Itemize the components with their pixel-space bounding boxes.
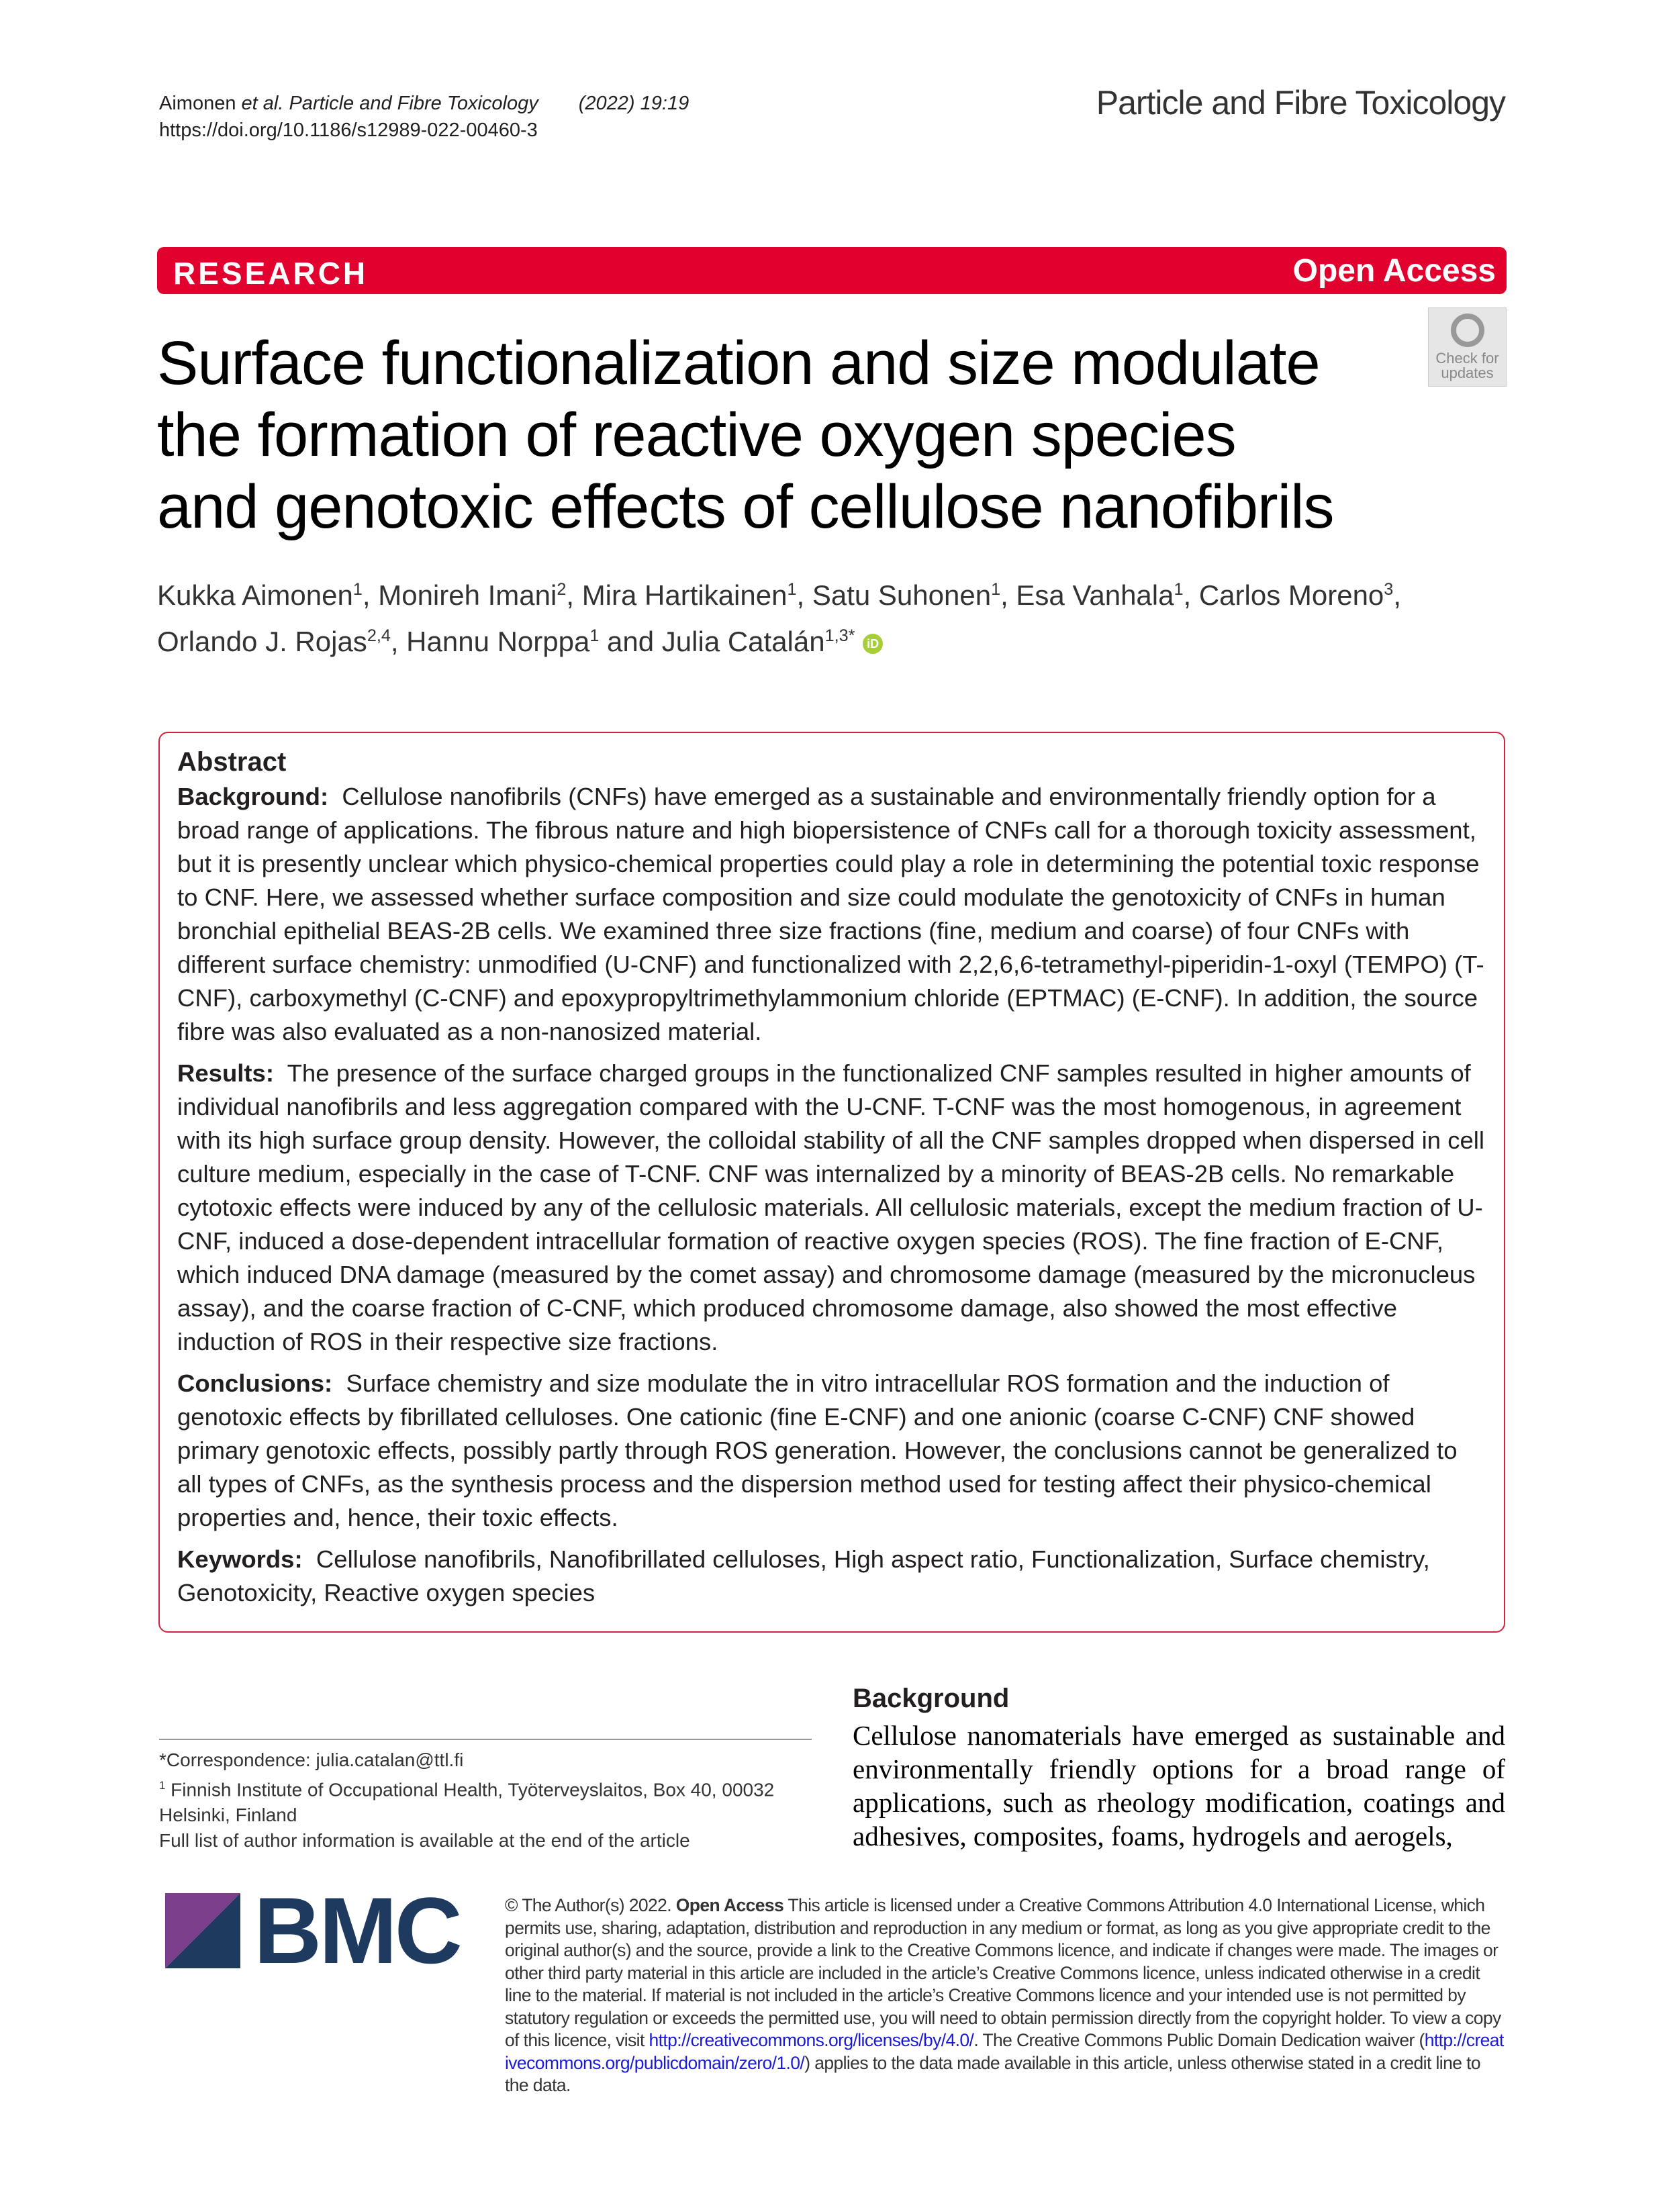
- badge-text: updates: [1441, 365, 1494, 381]
- header-author: Aimonen: [159, 93, 236, 114]
- affiliation-number: 1: [159, 1779, 166, 1792]
- cc-by-link[interactable]: http://creativecommons.org/licenses/by/4.0/: [649, 2030, 974, 2050]
- footnote-divider: [159, 1739, 812, 1740]
- abstract-background: [177, 780, 1486, 1049]
- running-header: [159, 90, 689, 144]
- section-label: Background:: [177, 783, 329, 810]
- abstract-results: [177, 1057, 1486, 1359]
- author-name[interactable]: Esa Vanhala: [1016, 579, 1174, 611]
- header-etal: et al.: [241, 93, 284, 114]
- section-text: Cellulose nanofibrils (CNFs) have emerged as a sustainable and environmentally friendly option for a broad range of applications. The fibrous nature and high biopersistence of CNFs call for a thorough toxicity assessment, but it is presently unclear which physico-chemical properties could play a role in determining the potential toxic response to CNF. Here, we assessed whether surface composition and size could modulate the genotoxicity of CNFs in human bronchial epithelial BEAS-2B cells. We examined three size fractions (fine, medium and coarse) of four CNFs with different surface chemistry: unmodified (U-CNF) and functionalized with 2,2,6,6-tetramethyl-piperidin-1-oxyl (TEMPO) (T-CNF), carboxymethyl (C-CNF) and epoxypropyltrimethylammonium chloride (EPTMAC) (E-CNF). In addition, the source fibre was also evaluated as a non-nanosized material.: [177, 783, 1484, 1045]
- badge-text: Check for: [1435, 350, 1499, 367]
- affiliation-ref: 1: [787, 580, 797, 599]
- doi-link[interactable]: https://doi.org/10.1186/s12989-022-00460-3: [159, 119, 538, 141]
- check-for-updates-badge[interactable]: [1428, 307, 1507, 387]
- copyright: © The Author(s) 2022.: [505, 1895, 672, 1915]
- section-label: Keywords:: [177, 1545, 303, 1573]
- header-journal: Particle and Fibre Toxicology: [289, 93, 538, 114]
- author-name[interactable]: Satu Suhonen: [812, 579, 992, 611]
- open-access-bold: Open Access: [675, 1895, 784, 1915]
- affiliation-ref: 1: [589, 626, 600, 645]
- bookmark-icon: [1451, 314, 1484, 347]
- author-name[interactable]: Mira Hartikainen: [581, 579, 788, 611]
- article-title: [157, 328, 1334, 543]
- license-body: This article is licensed under a Creative Commons Attribution 4.0 International License, which permits use, sharing, adaptation, distribution and reproduction in any medium or format, as long as you give appropriate credit to the original author(s) and the source, provide a link to the Creative Commons licence, and indicate if changes were made. The images or other third party material in this article are included in the article’s Creative Commons licence, unless indicated otherwise in a credit line to the material. If material is not included in the article’s Creative Commons licence and your intended use is not permitted by statutory regulation or exceeds the permitted use, you will need to obtain permission directly from the copyright holder. To view a copy of this licence, visit: [505, 1895, 1501, 2050]
- background-heading: Background: [853, 1684, 1010, 1713]
- orcid-icon[interactable]: iD: [863, 634, 883, 654]
- section-text: The presence of the surface charged groups in the functionalized CNF samples resulted in higher amounts of individual nanofibrils and less aggregation compared with the U-CNF. T-CNF was the most homogenous, in agreement with its high surface group density. However, the colloidal stability of all the CNF samples dropped when dispersed in cell culture medium, especially in the case of T-CNF. CNF was internalized by a minority of BEAS-2B cells. No remarkable cytotoxic effects were induced by any of the cellulosic materials. All cellulosic materials, except the medium fraction of U-CNF, induced a dose-dependent intracellular formation of reactive oxygen species (ROS). The fine fraction of E-CNF, which induced DNA damage (measured by the comet assay) and chromosome damage (measured by the micronucleus assay), and the coarse fraction of C-CNF, which produced chromosome damage, also showed the most effective induction of ROS in their respective size fractions.: [177, 1059, 1484, 1355]
- affiliation-ref: 1: [352, 580, 363, 599]
- author-info-note: Full list of author information is available at the end of the article: [159, 1830, 690, 1852]
- author-name[interactable]: Orlando J. Rojas: [157, 626, 367, 657]
- license-body: ) applies to the data made available in this article, unless otherwise stated in a credit line to the data.: [505, 2052, 1481, 2095]
- bmc-logo: [165, 1893, 467, 1968]
- background-text: Cellulose nanomaterials have emerged as sustainable and environmentally friendly options for a broad range of applications, such as rheology modification, coatings and adhesives, composites, foams, hydrogels and aerogels,: [853, 1720, 1505, 1852]
- journal-name: Particle and Fibre Toxicology: [1096, 84, 1505, 122]
- affiliation-ref: 2,4: [367, 626, 391, 645]
- affiliation-ref: 1: [991, 580, 1001, 599]
- abstract-conclusions: [177, 1367, 1486, 1535]
- correspondence: *Correspondence: julia.catalan@ttl.fi: [159, 1749, 464, 1770]
- section-text: Surface chemistry and size modulate the in vitro intracellular ROS formation and the induction of genotoxic effects by fibrillated celluloses. One cationic (fine E-CNF) and one anionic (coarse C-CNF) CNF showed primary genotoxic effects, possibly partly through ROS generation. However, the conclusions cannot be generalized to all types of CNFs, as the synthesis process and the dispersion method used for testing affect their physico-chemical properties and, hence, their toxic effects.: [177, 1369, 1458, 1531]
- affiliation-ref: 2: [557, 580, 567, 599]
- author-list: Kukka Aimonen$^1$, Monireh Imani$^2$, Mira Hartikainen$^1$, Satu Suhonen$^1$, Esa Vanhala$^1$, Carlos Moreno$^3$, Orlando J. Rojas$^{2,4}$, Hannu Norppa$^1$ and Julia Catalán$^{1,3*}$ iD: [157, 579, 1401, 657]
- and-text: and: [607, 626, 655, 657]
- footnote: [159, 1747, 817, 1854]
- article-type: RESEARCH: [173, 256, 369, 291]
- author-name[interactable]: Carlos Moreno: [1198, 579, 1384, 611]
- title-line: and genotoxic effects of cellulose nanofibrils: [157, 473, 1334, 541]
- header-volume: (2022) 19:19: [578, 93, 689, 114]
- title-line: Surface functionalization and size modulate: [157, 329, 1320, 397]
- author-name[interactable]: Monireh Imani: [378, 579, 557, 611]
- abstract-heading: Abstract: [177, 747, 287, 777]
- author-name[interactable]: Kukka Aimonen: [157, 579, 353, 611]
- affiliation-ref: 1,3*: [824, 626, 855, 645]
- affiliation-ref: 1: [1174, 580, 1184, 599]
- abstract-box: [158, 732, 1505, 1633]
- svg-text:BMC: BMC: [254, 1893, 460, 1968]
- article-type-banner: [157, 247, 1507, 294]
- bmc-logo-mark: [165, 1893, 467, 1968]
- title-line: the formation of reactive oxygen species: [157, 401, 1236, 469]
- cc-zero-link[interactable]: http://creativecommons.org/publicdomain/zero/1.0/: [505, 2030, 1504, 2073]
- author-name[interactable]: Julia Catalán: [661, 626, 825, 657]
- background-section: [853, 1678, 1505, 1853]
- affiliation-ref: 3: [1384, 580, 1394, 599]
- abstract-keywords: [177, 1543, 1486, 1610]
- section-text: Cellulose nanofibrils, Nanofibrillated celluloses, High aspect ratio, Functionalization, Surface chemistry, Genotoxicity, Reactive oxygen species: [177, 1545, 1430, 1606]
- license-text: [505, 1894, 1505, 2097]
- author-name[interactable]: Hannu Norppa: [406, 626, 590, 657]
- open-access-label: Open Access: [1292, 253, 1496, 289]
- affiliation: Finnish Institute of Occupational Health, Työterveyslaitos, Box 40, 00032 Helsinki, Finland: [159, 1779, 775, 1826]
- license-body: . The Creative Commons Public Domain Dedication waiver (: [973, 2030, 1425, 2050]
- section-label: Results:: [177, 1059, 275, 1087]
- section-label: Conclusions:: [177, 1369, 333, 1397]
